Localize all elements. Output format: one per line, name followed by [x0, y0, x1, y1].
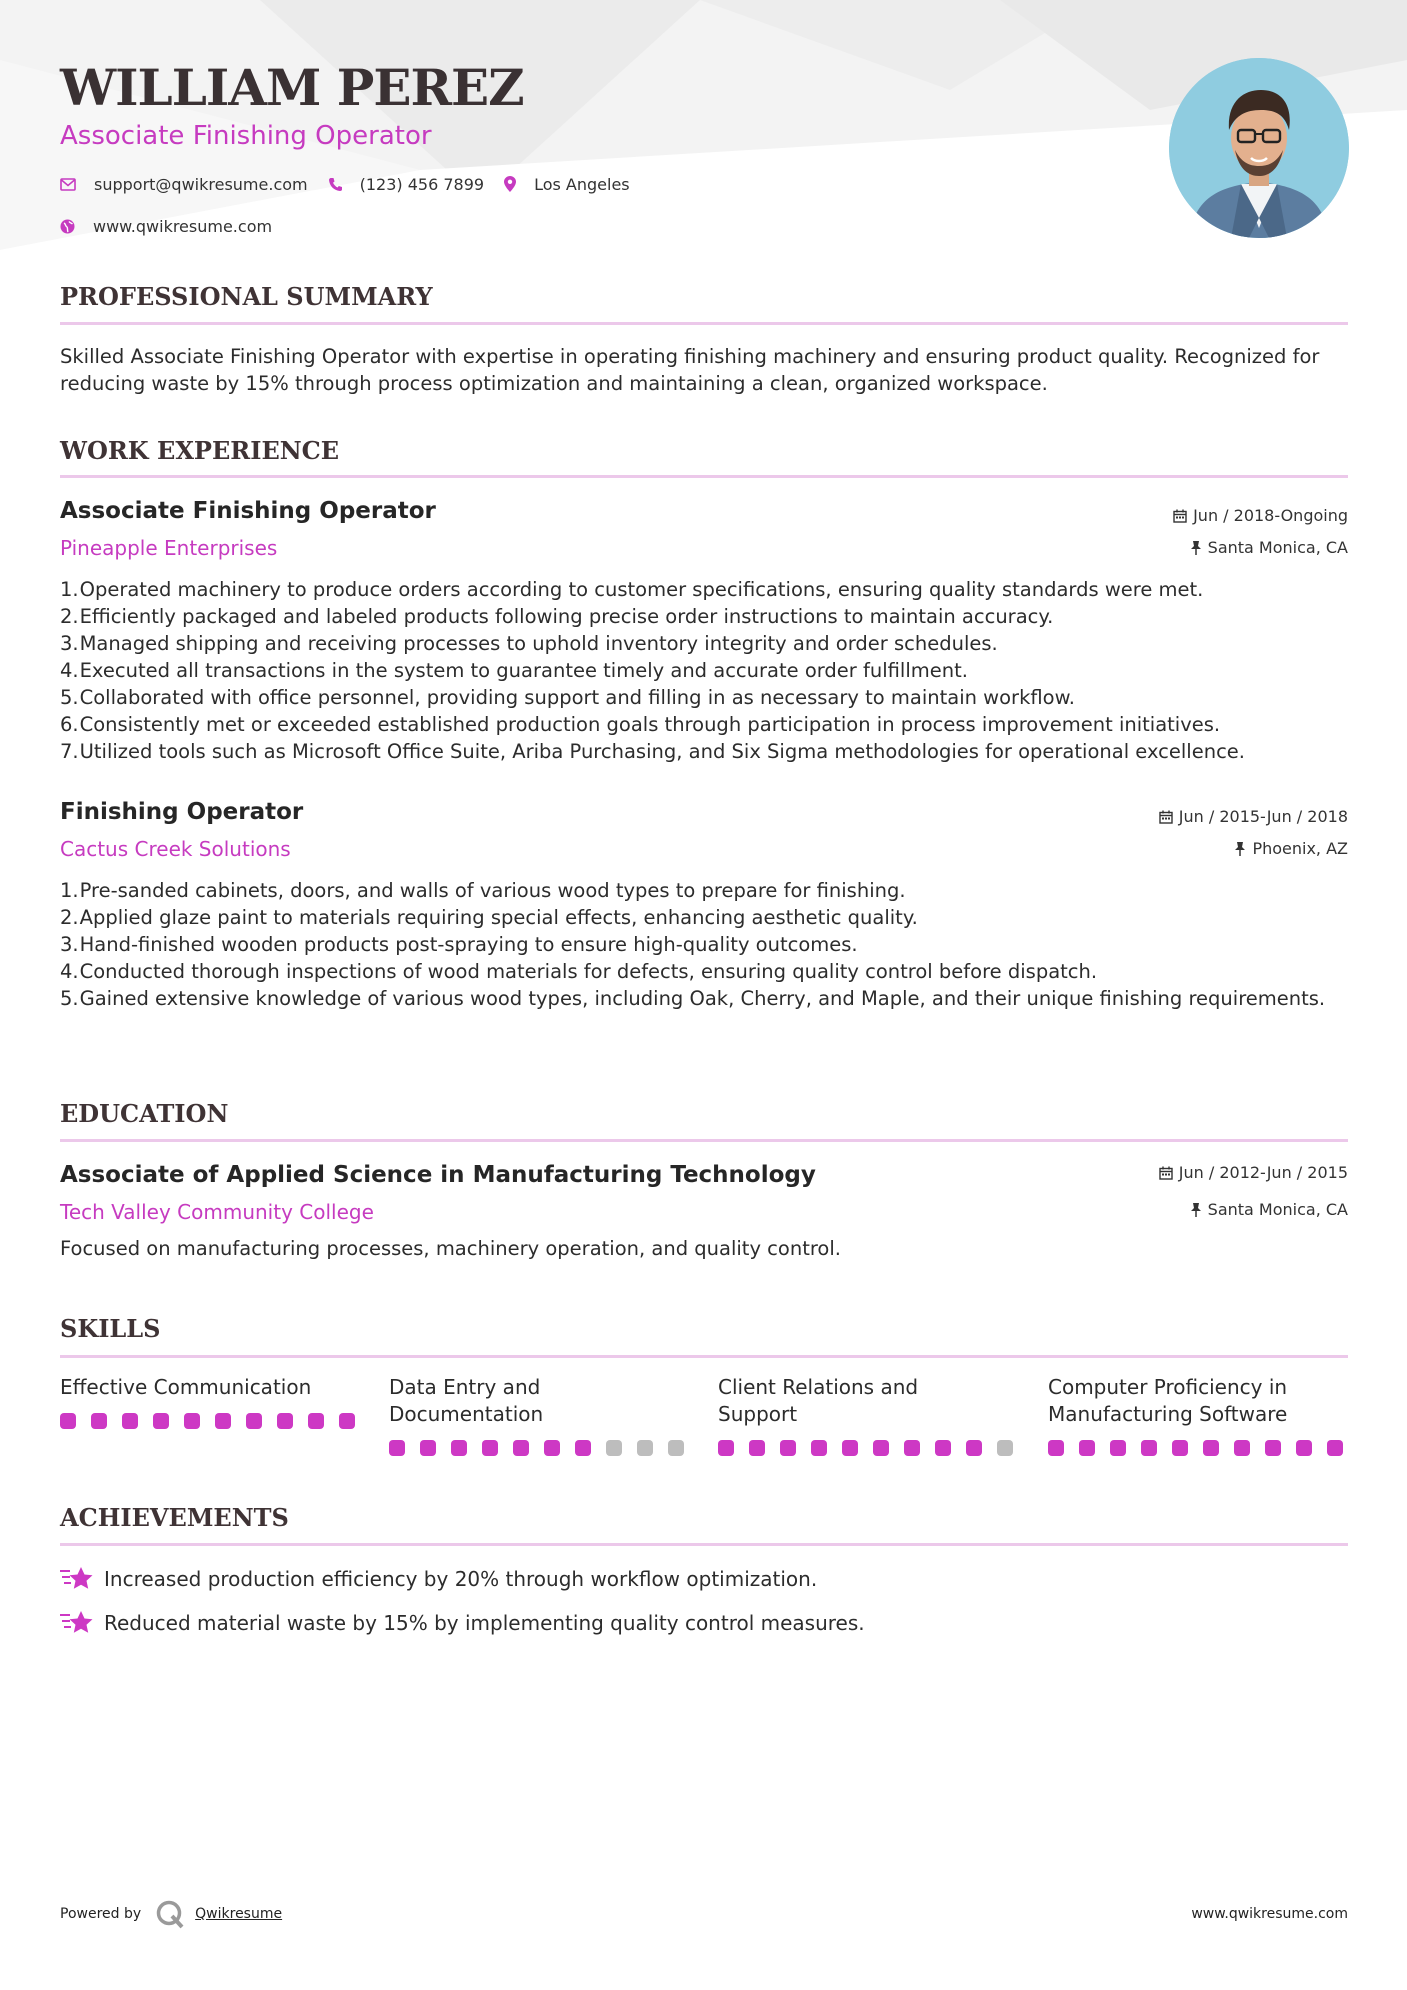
job-location-text: Phoenix, AZ	[1252, 839, 1348, 858]
job-bullet-list	[60, 877, 1330, 1012]
skill-rating	[1048, 1440, 1348, 1456]
footer-url-text: www.qwikresume.com	[1191, 1906, 1348, 1922]
skill-dot-filled	[1327, 1440, 1343, 1456]
section-divider	[60, 1355, 1348, 1358]
contact-row-primary	[60, 171, 630, 197]
skill-dot-filled	[91, 1413, 107, 1429]
skill-dot-filled	[749, 1440, 765, 1456]
list-item: 1. Pre-sanded cabinets, doors, and walls of various wood types to prepare for finishing.	[60, 879, 906, 902]
list-item: 2. Applied glaze paint to materials requiring special effects, enhancing aesthetic quality.	[60, 906, 918, 929]
skill-dot-filled	[544, 1440, 560, 1456]
map-pin-icon	[504, 176, 516, 192]
section-title-skills: SKILLS	[60, 1314, 161, 1343]
shooting-star-icon	[60, 1565, 94, 1593]
achievement-item	[60, 1562, 817, 1596]
location-text: Los Angeles	[534, 174, 630, 194]
contact-phone[interactable]	[328, 175, 484, 194]
job-dates	[1173, 505, 1348, 527]
profile-photo	[1169, 58, 1349, 238]
skill-dot-empty	[606, 1440, 622, 1456]
list-item: 5. Collaborated with office personnel, providing support and filling in as necessary to maintain workflow.	[60, 686, 1075, 709]
skill-rating	[718, 1440, 1018, 1456]
job-location	[1190, 537, 1348, 559]
education-dates-text: Jun / 2012-Jun / 2015	[1178, 1163, 1348, 1182]
summary-text: Skilled Associate Finishing Operator with expertise in operating finishing machinery and ensuring product quality. Recognized for reducing waste by 15% through process optimization and maintaining a clean, organized workspace.	[60, 345, 1320, 395]
candidate-name: WILLIAM PEREZ	[60, 58, 524, 117]
skill-dot-filled	[482, 1440, 498, 1456]
contact-email[interactable]	[60, 175, 308, 194]
qwikresume-logo-icon	[155, 1899, 185, 1929]
skill-item	[1048, 1374, 1348, 1456]
skill-dot-empty	[637, 1440, 653, 1456]
skill-dot-filled	[60, 1413, 76, 1429]
skill-dot-empty	[668, 1440, 684, 1456]
skill-dot-filled	[308, 1413, 324, 1429]
skill-dot-filled	[1296, 1440, 1312, 1456]
skill-name: Computer Proficiency in Manufacturing Software	[1048, 1375, 1288, 1426]
skill-rating	[60, 1413, 360, 1429]
skill-name: Effective Communication	[60, 1375, 312, 1399]
list-item: 3. Managed shipping and receiving processes to uphold inventory integrity and order schedules.	[60, 632, 998, 655]
list-item: 7. Utilized tools such as Microsoft Office Suite, Ariba Purchasing, and Six Sigma methodologies for operational excellence.	[60, 740, 1245, 763]
skill-dot-filled	[153, 1413, 169, 1429]
powered-by-label: Powered by	[60, 1906, 142, 1922]
skill-item	[389, 1374, 689, 1456]
job-dates-text: Jun / 2015-Jun / 2018	[1178, 807, 1348, 826]
education-location-text: Santa Monica, CA	[1207, 1200, 1348, 1219]
website-text: www.qwikresume.com	[93, 216, 273, 236]
list-item: 2. Efficiently packaged and labeled products following precise order instructions to maintain accuracy.	[60, 605, 1054, 628]
section-divider	[60, 475, 1348, 478]
skill-dot-filled	[246, 1413, 262, 1429]
phone-icon	[328, 177, 342, 192]
skill-name: Client Relations and Support	[718, 1375, 919, 1426]
education-location	[1190, 1199, 1348, 1221]
degree-title: Associate of Applied Science in Manufacturing Technology	[60, 1162, 816, 1188]
skill-dot-filled	[277, 1413, 293, 1429]
footer-powered-by	[60, 1898, 282, 1930]
skill-dot-filled	[904, 1440, 920, 1456]
skill-dot-filled	[811, 1440, 827, 1456]
footer-url[interactable]	[1191, 1898, 1348, 1930]
skill-dot-filled	[1265, 1440, 1281, 1456]
skill-dot-filled	[1048, 1440, 1064, 1456]
section-divider	[60, 1543, 1348, 1546]
phone-text: (123) 456 7899	[359, 174, 485, 194]
pushpin-icon	[1190, 541, 1202, 555]
list-item: 1. Operated machinery to produce orders according to customer specifications, ensuring quality standards were met.	[60, 578, 1204, 601]
list-item: 6. Consistently met or exceeded established production goals through participation in process improvement initiatives.	[60, 713, 1221, 736]
skill-item	[60, 1374, 360, 1429]
email-text: support@qwikresume.com	[94, 174, 308, 194]
achievement-text: Reduced material waste by 15% by implementing quality control measures.	[104, 1611, 865, 1635]
skill-dot-filled	[842, 1440, 858, 1456]
list-item: 4. Conducted thorough inspections of wood materials for defects, ensuring quality control before dispatch.	[60, 960, 1098, 983]
skill-dot-empty	[997, 1440, 1013, 1456]
skill-dot-filled	[966, 1440, 982, 1456]
skill-dot-filled	[1234, 1440, 1250, 1456]
envelope-icon	[60, 178, 76, 191]
shooting-star-icon	[60, 1609, 94, 1637]
pushpin-icon	[1234, 842, 1246, 856]
calendar-icon	[1159, 1166, 1173, 1180]
section-title-experience: WORK EXPERIENCE	[60, 436, 340, 465]
skill-dot-filled	[1203, 1440, 1219, 1456]
skill-dot-filled	[513, 1440, 529, 1456]
skill-dot-filled	[1079, 1440, 1095, 1456]
skill-dot-filled	[780, 1440, 796, 1456]
section-title-achievements: ACHIEVEMENTS	[60, 1503, 289, 1532]
skill-dot-filled	[420, 1440, 436, 1456]
resume-page	[60, 0, 1348, 1990]
job-bullet-list	[60, 576, 1360, 765]
job-title: Associate Finishing Operator	[60, 498, 436, 524]
job-company: Pineapple Enterprises	[60, 536, 278, 560]
skill-dot-filled	[122, 1413, 138, 1429]
job-company: Cactus Creek Solutions	[60, 837, 291, 861]
qwikresume-link[interactable]: Qwikresume	[195, 1906, 283, 1922]
achievement-text: Increased production efficiency by 20% through workflow optimization.	[104, 1567, 818, 1591]
skill-dot-filled	[389, 1440, 405, 1456]
section-title-summary: PROFESSIONAL SUMMARY	[60, 282, 433, 311]
skill-dot-filled	[215, 1413, 231, 1429]
pushpin-icon	[1190, 1203, 1202, 1217]
skill-dot-filled	[451, 1440, 467, 1456]
skill-item	[718, 1374, 1018, 1456]
skill-dot-filled	[718, 1440, 734, 1456]
skill-dot-filled	[1110, 1440, 1126, 1456]
skill-rating	[389, 1440, 689, 1456]
list-item: 5. Gained extensive knowledge of various wood types, including Oak, Cherry, and Maple, and their unique finishing requirements.	[60, 987, 1326, 1010]
achievement-item	[60, 1606, 865, 1640]
list-item: 4. Executed all transactions in the system to guarantee timely and accurate order fulfillment.	[60, 659, 968, 682]
contact-website[interactable]	[60, 217, 272, 236]
education-dates	[1159, 1162, 1348, 1184]
skill-dot-filled	[184, 1413, 200, 1429]
skill-dot-filled	[339, 1413, 355, 1429]
skill-dot-filled	[873, 1440, 889, 1456]
section-title-education: EDUCATION	[60, 1099, 229, 1128]
contact-row-secondary	[60, 213, 272, 239]
section-divider	[60, 322, 1348, 325]
contact-location	[504, 175, 630, 194]
education-description: Focused on manufacturing processes, machinery operation, and quality control.	[60, 1237, 841, 1260]
skill-dot-filled	[1172, 1440, 1188, 1456]
job-location-text: Santa Monica, CA	[1207, 538, 1348, 557]
list-item: 3. Hand-finished wooden products post-spraying to ensure high-quality outcomes.	[60, 933, 858, 956]
globe-icon	[60, 219, 75, 234]
skill-name: Data Entry and Documentation	[389, 1375, 544, 1426]
section-divider	[60, 1139, 1348, 1142]
job-dates-text: Jun / 2018-Ongoing	[1193, 506, 1348, 525]
job-title: Finishing Operator	[60, 799, 304, 825]
calendar-icon	[1173, 509, 1187, 523]
skill-dot-filled	[575, 1440, 591, 1456]
candidate-role: Associate Finishing Operator	[60, 121, 432, 151]
job-location	[1234, 838, 1348, 860]
skill-dot-filled	[1141, 1440, 1157, 1456]
skill-dot-filled	[935, 1440, 951, 1456]
calendar-icon	[1159, 810, 1173, 824]
school-name: Tech Valley Community College	[60, 1200, 374, 1224]
job-dates	[1159, 806, 1348, 828]
